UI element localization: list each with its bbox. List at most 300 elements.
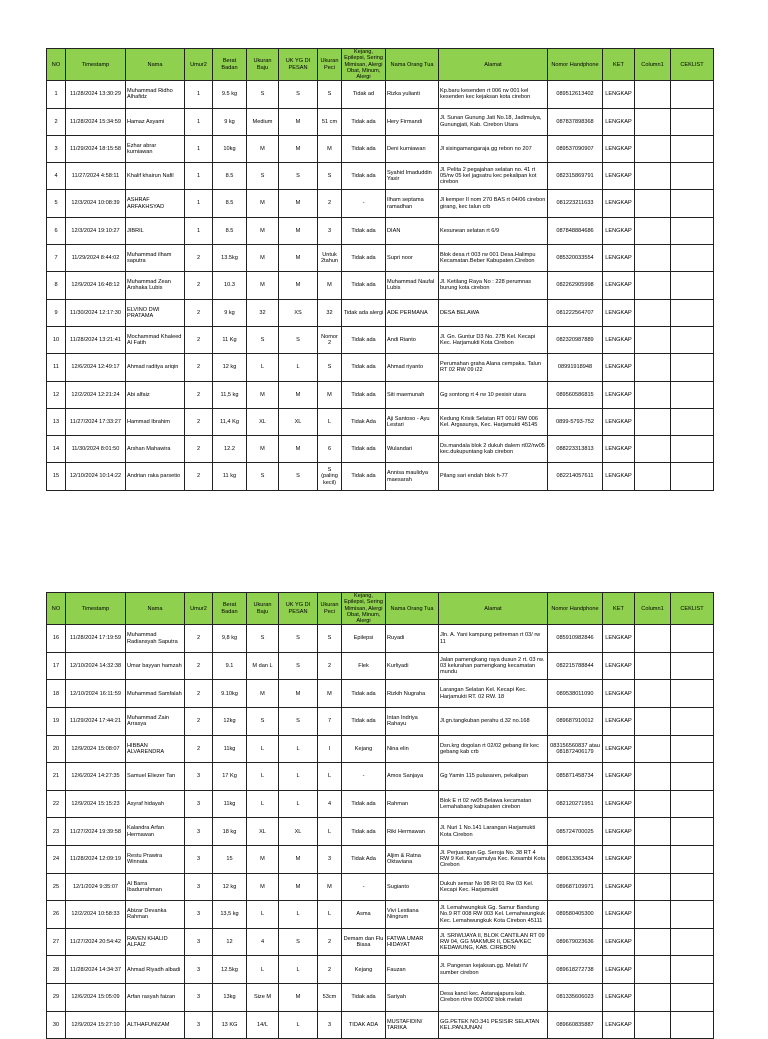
cell-timestamp: 12/1/2024 9:35:07 bbox=[66, 873, 126, 901]
cell-ukuran-peci: L bbox=[318, 763, 342, 791]
cell-nama: Ahmad Riyadh albadi bbox=[126, 956, 185, 984]
cell-riwayat-kesehatan: Tidak ada bbox=[342, 790, 386, 818]
cell-ket: LENGKAP bbox=[603, 652, 635, 680]
header-uk-pesan: UK YG DI PESAN bbox=[279, 593, 318, 625]
cell-uk-pesan: L bbox=[279, 790, 318, 818]
cell-no: 6 bbox=[47, 217, 66, 244]
cell-ukuran-baju: 4 bbox=[247, 928, 279, 956]
cell-ukuran-peci: I bbox=[318, 735, 342, 763]
cell-ceklist bbox=[671, 790, 714, 818]
cell-umur: 2 bbox=[185, 326, 213, 353]
cell-alamat: Jl. Sunan Gunung Jati No.18, Jadimulya, Gunungjati, Kab. Cirebon Utara bbox=[439, 108, 548, 135]
cell-ukuran-baju: S bbox=[247, 163, 279, 190]
cell-berat-badan: 12.2 bbox=[213, 436, 247, 463]
cell-ukuran-peci: Untuk 2tahun bbox=[318, 245, 342, 272]
cell-berat-badan: 12 kg bbox=[213, 873, 247, 901]
cell-riwayat-kesehatan: Tidak ada bbox=[342, 217, 386, 244]
header-column1: Column1 bbox=[635, 593, 671, 625]
cell-ukuran-peci: L bbox=[318, 408, 342, 435]
table-row bbox=[47, 763, 714, 791]
cell-ceklist bbox=[671, 135, 714, 162]
cell-nama: Al Barra Ibadurrahman bbox=[126, 873, 185, 901]
cell-alamat: Blok desa rt 003 rw 001 Desa.Halimpu Kecamatan.Beber Kabupaten.Cirebon bbox=[439, 245, 548, 272]
cell-column1 bbox=[635, 928, 671, 956]
cell-nomor-handphone: 082215788844 bbox=[548, 652, 603, 680]
cell-column1 bbox=[635, 763, 671, 791]
cell-nama-orang-tua: DIAN bbox=[386, 217, 439, 244]
cell-uk-pesan: XS bbox=[279, 299, 318, 326]
cell-ceklist bbox=[671, 956, 714, 984]
cell-riwayat-kesehatan: Tidak ada bbox=[342, 708, 386, 736]
table-row bbox=[47, 245, 714, 272]
header-umur: Umur2 bbox=[185, 49, 213, 81]
cell-nomor-handphone: 0899-5793-752 bbox=[548, 408, 603, 435]
cell-nama: Arshan Mahawira bbox=[126, 436, 185, 463]
cell-no: 11 bbox=[47, 354, 66, 381]
cell-timestamp: 11/28/2024 12:09:19 bbox=[66, 846, 126, 874]
cell-ukuran-peci: M bbox=[318, 272, 342, 299]
cell-ukuran-peci: L bbox=[318, 901, 342, 929]
cell-timestamp: 12/6/2024 12:49:17 bbox=[66, 354, 126, 381]
cell-nama-orang-tua: Hery Firmandi bbox=[386, 108, 439, 135]
cell-column1 bbox=[635, 81, 671, 108]
table-row bbox=[47, 190, 714, 217]
cell-ukuran-baju: S bbox=[247, 463, 279, 490]
cell-ket: LENGKAP bbox=[603, 326, 635, 353]
table-row bbox=[47, 463, 714, 490]
cell-ceklist bbox=[671, 652, 714, 680]
cell-nama-orang-tua: Rahman bbox=[386, 790, 439, 818]
cell-uk-pesan: S bbox=[279, 163, 318, 190]
cell-uk-pesan: L bbox=[279, 763, 318, 791]
cell-timestamp: 12/3/2024 19:10:27 bbox=[66, 217, 126, 244]
cell-nama-orang-tua: Wulandari bbox=[386, 436, 439, 463]
cell-timestamp: 12/10/2024 10:14:22 bbox=[66, 463, 126, 490]
cell-column1 bbox=[635, 652, 671, 680]
cell-ukuran-peci: Nomor 2 bbox=[318, 326, 342, 353]
cell-nama-orang-tua: Intan Indriya Rahayu bbox=[386, 708, 439, 736]
cell-uk-pesan: M bbox=[279, 217, 318, 244]
header-berat-badan: Berat Badan bbox=[213, 49, 247, 81]
cell-ket: LENGKAP bbox=[603, 108, 635, 135]
cell-nomor-handphone: 085724700025 bbox=[548, 818, 603, 846]
cell-riwayat-kesehatan: Tidak ada bbox=[342, 436, 386, 463]
cell-nama-orang-tua: Ilham septama ramadhan bbox=[386, 190, 439, 217]
cell-nama: Muhammad Samfalah bbox=[126, 680, 185, 708]
cell-column1 bbox=[635, 436, 671, 463]
cell-alamat: Larangan Selatan Kel. Kecapi Kec. Harjamukti RT. 02 RW. 18 bbox=[439, 680, 548, 708]
cell-nama: Hamaz Asyami bbox=[126, 108, 185, 135]
cell-riwayat-kesehatan: Tidak ad bbox=[342, 81, 386, 108]
cell-uk-pesan: L bbox=[279, 735, 318, 763]
cell-berat-badan: 12 bbox=[213, 928, 247, 956]
cell-column1 bbox=[635, 680, 671, 708]
cell-nama-orang-tua: Kurliyadi bbox=[386, 652, 439, 680]
cell-ukuran-peci: S bbox=[318, 354, 342, 381]
cell-ukuran-peci: 51 cm bbox=[318, 108, 342, 135]
cell-berat-badan: 11 Kg bbox=[213, 326, 247, 353]
cell-no: 1 bbox=[47, 81, 66, 108]
cell-nama: Umar bayyan hamzah bbox=[126, 652, 185, 680]
table-row bbox=[47, 135, 714, 162]
cell-ket: LENGKAP bbox=[603, 135, 635, 162]
cell-uk-pesan: M bbox=[279, 135, 318, 162]
table-row bbox=[47, 708, 714, 736]
cell-nomor-handphone: 089660835887 bbox=[548, 1011, 603, 1039]
header-uk-pesan: UK YG DI PESAN bbox=[279, 49, 318, 81]
cell-alamat: Jl. Lemahwungkuk Gg. Samur Bandung No.9 RT 008 RW 003 Kel. Lemahwungkuk Kec. Lemahwungkuk Kota Cirebon 45111 bbox=[439, 901, 548, 929]
cell-nomor-handphone: 089580405300 bbox=[548, 901, 603, 929]
cell-alamat: GG.PETEK NO.341 PESISIR SELATAN KEL.PANJUNAN bbox=[439, 1011, 548, 1039]
cell-nomor-handphone: 087837898368 bbox=[548, 108, 603, 135]
cell-riwayat-kesehatan: TIDAK ADA bbox=[342, 1011, 386, 1039]
table-row bbox=[47, 928, 714, 956]
cell-umur: 3 bbox=[185, 846, 213, 874]
table-header bbox=[47, 593, 714, 625]
cell-riwayat-kesehatan: Epilepsi bbox=[342, 625, 386, 653]
cell-umur: 2 bbox=[185, 299, 213, 326]
cell-ceklist bbox=[671, 163, 714, 190]
cell-ceklist bbox=[671, 108, 714, 135]
cell-riwayat-kesehatan: Tidak ada bbox=[342, 983, 386, 1011]
cell-berat-badan: 11 kg bbox=[213, 463, 247, 490]
cell-column1 bbox=[635, 272, 671, 299]
cell-nama: Arfan rasyah faizan bbox=[126, 983, 185, 1011]
cell-nama: Muhammad Zean Arshaka Lubis bbox=[126, 272, 185, 299]
cell-ukuran-baju: S bbox=[247, 625, 279, 653]
cell-umur: 2 bbox=[185, 463, 213, 490]
cell-berat-badan: 9.5 kg bbox=[213, 81, 247, 108]
cell-column1 bbox=[635, 108, 671, 135]
cell-alamat: Jl. Nuri 1 No.141 Larangan Harjamukti Kota Cirebon bbox=[439, 818, 548, 846]
cell-column1 bbox=[635, 818, 671, 846]
cell-timestamp: 11/27/2024 17:33:27 bbox=[66, 408, 126, 435]
table-row bbox=[47, 381, 714, 408]
cell-umur: 2 bbox=[185, 381, 213, 408]
cell-ukuran-baju: M bbox=[247, 217, 279, 244]
cell-berat-badan: 11kg bbox=[213, 735, 247, 763]
cell-uk-pesan: L bbox=[279, 956, 318, 984]
cell-alamat: Desa kanci kec. Astanajapura kab. Cirebon rt/rw 002/002 blok melati bbox=[439, 983, 548, 1011]
cell-ceklist bbox=[671, 983, 714, 1011]
cell-berat-badan: 9.10kg bbox=[213, 680, 247, 708]
cell-umur: 1 bbox=[185, 217, 213, 244]
cell-ket: LENGKAP bbox=[603, 873, 635, 901]
cell-ceklist bbox=[671, 326, 714, 353]
cell-umur: 3 bbox=[185, 983, 213, 1011]
cell-timestamp: 12/2/2024 12:21:24 bbox=[66, 381, 126, 408]
cell-no: 5 bbox=[47, 190, 66, 217]
cell-timestamp: 11/27/2024 4:58:11 bbox=[66, 163, 126, 190]
cell-uk-pesan: XL bbox=[279, 408, 318, 435]
table-row bbox=[47, 846, 714, 874]
header-ukuran-baju: Ukuran Baju bbox=[247, 593, 279, 625]
table-row bbox=[47, 217, 714, 244]
cell-umur: 2 bbox=[185, 436, 213, 463]
registration-table-bottom bbox=[46, 592, 714, 1039]
cell-ket: LENGKAP bbox=[603, 790, 635, 818]
cell-column1 bbox=[635, 299, 671, 326]
header-nomor-handphone: Nomor Handphone bbox=[548, 49, 603, 81]
table-row bbox=[47, 354, 714, 381]
cell-alamat: Kedung Krisik Selatan RT 001/ RW 006 Kel. Argasunya, Kec. Harjamukti 45145 bbox=[439, 408, 548, 435]
cell-ket: LENGKAP bbox=[603, 272, 635, 299]
cell-riwayat-kesehatan: Tidak ada bbox=[342, 354, 386, 381]
cell-alamat: Gg Yamin 115 pulasaren, pekalipan bbox=[439, 763, 548, 791]
cell-nama: ASHRAF ARFAKHSYAD bbox=[126, 190, 185, 217]
cell-timestamp: 11/28/2024 17:19:59 bbox=[66, 625, 126, 653]
cell-nama-orang-tua: Muhammad Naufal Lubis bbox=[386, 272, 439, 299]
cell-column1 bbox=[635, 735, 671, 763]
table-row bbox=[47, 408, 714, 435]
cell-no: 30 bbox=[47, 1011, 66, 1039]
table-row bbox=[47, 326, 714, 353]
cell-umur: 2 bbox=[185, 245, 213, 272]
table-row bbox=[47, 81, 714, 108]
cell-nomor-handphone: 085320033554 bbox=[548, 245, 603, 272]
cell-ukuran-baju: M bbox=[247, 873, 279, 901]
header-row bbox=[47, 593, 714, 625]
cell-ukuran-baju: M bbox=[247, 381, 279, 408]
cell-no: 25 bbox=[47, 873, 66, 901]
cell-nomor-handphone: 082315869791 bbox=[548, 163, 603, 190]
cell-ukuran-baju: M bbox=[247, 272, 279, 299]
cell-nomor-handphone: 087848884686 bbox=[548, 217, 603, 244]
cell-ukuran-peci: 32 bbox=[318, 299, 342, 326]
cell-ukuran-peci: M bbox=[318, 873, 342, 901]
cell-riwayat-kesehatan: Tidak Ada bbox=[342, 846, 386, 874]
cell-riwayat-kesehatan: Tidak ada bbox=[342, 272, 386, 299]
cell-berat-badan: 11kg bbox=[213, 790, 247, 818]
cell-ukuran-baju: 32 bbox=[247, 299, 279, 326]
cell-nomor-handphone: 089613363434 bbox=[548, 846, 603, 874]
cell-alamat: Jl. Perjuangan Gg. Seroja No. 38 RT 4 RW 9 Kel. Karyamulya Kec. Kesambi Kota Cirebon bbox=[439, 846, 548, 874]
cell-ukuran-baju: M bbox=[247, 436, 279, 463]
cell-umur: 1 bbox=[185, 135, 213, 162]
cell-nama: Asyraf hidayah bbox=[126, 790, 185, 818]
cell-nomor-handphone: 08991918948 bbox=[548, 354, 603, 381]
cell-ket: LENGKAP bbox=[603, 983, 635, 1011]
header-nama: Nama bbox=[126, 49, 185, 81]
cell-nomor-handphone: 082320987889 bbox=[548, 326, 603, 353]
cell-ukuran-baju: S bbox=[247, 326, 279, 353]
table-row bbox=[47, 680, 714, 708]
cell-ukuran-peci: 6 bbox=[318, 436, 342, 463]
cell-riwayat-kesehatan: - bbox=[342, 763, 386, 791]
cell-riwayat-kesehatan: Tidak Ada bbox=[342, 408, 386, 435]
table-row bbox=[47, 735, 714, 763]
table-row bbox=[47, 163, 714, 190]
cell-ukuran-peci: 3 bbox=[318, 846, 342, 874]
cell-uk-pesan: M bbox=[279, 272, 318, 299]
cell-ukuran-baju: Medium bbox=[247, 108, 279, 135]
header-alamat: Alamat bbox=[439, 593, 548, 625]
cell-ceklist bbox=[671, 846, 714, 874]
cell-riwayat-kesehatan: Kejang bbox=[342, 735, 386, 763]
cell-riwayat-kesehatan: Tidak ada bbox=[342, 680, 386, 708]
cell-ceklist bbox=[671, 818, 714, 846]
cell-alamat: Jalan pamengkang raya dusun 2 rt. 03 rw. 03 kelurahan pamengkang kecamatan mundu bbox=[439, 652, 548, 680]
cell-no: 22 bbox=[47, 790, 66, 818]
cell-timestamp: 11/30/2024 12:17:30 bbox=[66, 299, 126, 326]
cell-nomor-handphone: 081223211633 bbox=[548, 190, 603, 217]
header-nomor-handphone: Nomor Handphone bbox=[548, 593, 603, 625]
cell-alamat: Jl kemper II nom 270 BAS rt 04/06 cirebon girang, kec talun crb bbox=[439, 190, 548, 217]
cell-berat-badan: 9 kg bbox=[213, 108, 247, 135]
cell-uk-pesan: M bbox=[279, 190, 318, 217]
cell-ukuran-peci: 4 bbox=[318, 790, 342, 818]
cell-berat-badan: 13 KG bbox=[213, 1011, 247, 1039]
cell-timestamp: 12/6/2024 15:05:09 bbox=[66, 983, 126, 1011]
cell-riwayat-kesehatan: - bbox=[342, 873, 386, 901]
cell-ukuran-peci: S (paling kecil) bbox=[318, 463, 342, 490]
cell-ceklist bbox=[671, 763, 714, 791]
cell-nama-orang-tua: Supri noor bbox=[386, 245, 439, 272]
table-row bbox=[47, 108, 714, 135]
cell-berat-badan: 12 kg bbox=[213, 354, 247, 381]
cell-uk-pesan: S bbox=[279, 625, 318, 653]
cell-nama: Abi alfaiz bbox=[126, 381, 185, 408]
cell-berat-badan: 9,8 kg bbox=[213, 625, 247, 653]
cell-nama-orang-tua: Rizka yulianti bbox=[386, 81, 439, 108]
cell-berat-badan: 18 kg bbox=[213, 818, 247, 846]
cell-berat-badan: 12kg bbox=[213, 708, 247, 736]
cell-uk-pesan: S bbox=[279, 708, 318, 736]
cell-nomor-handphone: 085910982846 bbox=[548, 625, 603, 653]
cell-timestamp: 11/30/2024 8:01:50 bbox=[66, 436, 126, 463]
cell-nama-orang-tua: Fauzan bbox=[386, 956, 439, 984]
cell-ukuran-peci: 3 bbox=[318, 217, 342, 244]
cell-ket: LENGKAP bbox=[603, 846, 635, 874]
cell-nomor-handphone: 089560586815 bbox=[548, 381, 603, 408]
cell-nama-orang-tua: Aljim & Ratna Oktaviana bbox=[386, 846, 439, 874]
cell-riwayat-kesehatan: Tidak ada bbox=[342, 381, 386, 408]
cell-nomor-handphone: 085871458734 bbox=[548, 763, 603, 791]
cell-berat-badan: 11,5 kg bbox=[213, 381, 247, 408]
header-berat-badan: Berat Badan bbox=[213, 593, 247, 625]
cell-riwayat-kesehatan: Tidak ada bbox=[342, 135, 386, 162]
cell-column1 bbox=[635, 381, 671, 408]
cell-ukuran-baju: M bbox=[247, 190, 279, 217]
header-ukuran-peci: Ukuran Peci bbox=[318, 49, 342, 81]
cell-nama: Muhammad ilham saputra bbox=[126, 245, 185, 272]
cell-nama: Andrian raka parsetio bbox=[126, 463, 185, 490]
cell-ukuran-peci: M bbox=[318, 381, 342, 408]
cell-ket: LENGKAP bbox=[603, 956, 635, 984]
cell-ceklist bbox=[671, 873, 714, 901]
cell-uk-pesan: S bbox=[279, 652, 318, 680]
cell-ukuran-peci: 2 bbox=[318, 956, 342, 984]
cell-nama: Kalandra Arfan Hermawan bbox=[126, 818, 185, 846]
cell-uk-pesan: M bbox=[279, 873, 318, 901]
cell-umur: 1 bbox=[185, 81, 213, 108]
cell-timestamp: 12/9/2024 15:15:23 bbox=[66, 790, 126, 818]
cell-umur: 3 bbox=[185, 818, 213, 846]
cell-riwayat-kesehatan: - bbox=[342, 190, 386, 217]
cell-nama: Abizar Devanka Rahman bbox=[126, 901, 185, 929]
cell-umur: 2 bbox=[185, 354, 213, 381]
cell-riwayat-kesehatan: Kejang bbox=[342, 956, 386, 984]
cell-umur: 1 bbox=[185, 163, 213, 190]
cell-nama: Hammad Ibrahim bbox=[126, 408, 185, 435]
header-timestamp: Timestamp bbox=[66, 49, 126, 81]
cell-column1 bbox=[635, 873, 671, 901]
cell-umur: 3 bbox=[185, 790, 213, 818]
header-alamat: Alamat bbox=[439, 49, 548, 81]
cell-ukuran-peci: 3 bbox=[318, 1011, 342, 1039]
cell-uk-pesan: M bbox=[279, 436, 318, 463]
cell-uk-pesan: S bbox=[279, 928, 318, 956]
cell-column1 bbox=[635, 846, 671, 874]
cell-umur: 3 bbox=[185, 956, 213, 984]
cell-nama: Muhammad Radiansyah Saputra bbox=[126, 625, 185, 653]
cell-no: 17 bbox=[47, 652, 66, 680]
header-ceklist: CEKLIST bbox=[671, 593, 714, 625]
cell-nama-orang-tua: Andi Rianto bbox=[386, 326, 439, 353]
cell-umur: 2 bbox=[185, 652, 213, 680]
cell-berat-badan: 10.3 bbox=[213, 272, 247, 299]
cell-nama-orang-tua: ADE PERMANA bbox=[386, 299, 439, 326]
cell-nama: Ahmad raditya ariqin bbox=[126, 354, 185, 381]
cell-alamat: Dsn.krg dogolan rt 02/02 gebang ilir kec gebang kab crb bbox=[439, 735, 548, 763]
cell-nama-orang-tua: Deni kurniawan bbox=[386, 135, 439, 162]
cell-ceklist bbox=[671, 901, 714, 929]
cell-alamat: Gg sontong rt 4 rw 10 pesisir utara bbox=[439, 381, 548, 408]
table-row bbox=[47, 436, 714, 463]
cell-berat-badan: 13,5 kg bbox=[213, 901, 247, 929]
cell-ukuran-baju: Size M bbox=[247, 983, 279, 1011]
cell-nama-orang-tua: Siti maemunah bbox=[386, 381, 439, 408]
cell-ukuran-baju: L bbox=[247, 354, 279, 381]
cell-alamat: Pilang sari endah blok h-77 bbox=[439, 463, 548, 490]
cell-ket: LENGKAP bbox=[603, 217, 635, 244]
cell-nama-orang-tua: Annisa maulidya maesarah bbox=[386, 463, 439, 490]
cell-berat-badan: 11,4 Kg bbox=[213, 408, 247, 435]
cell-ket: LENGKAP bbox=[603, 818, 635, 846]
cell-ukuran-baju: M bbox=[247, 245, 279, 272]
header-no: NO bbox=[47, 593, 66, 625]
cell-alamat: Perumahan graha Alana cempaka. Talun RT 02 RW 09 i22 bbox=[439, 354, 548, 381]
table-row bbox=[47, 983, 714, 1011]
cell-ceklist bbox=[671, 680, 714, 708]
header-riwayat-kesehatan: Kejang, Epilepsi, Sering Mimisan, Alergi Obat, Minum, Alergi bbox=[342, 593, 386, 625]
cell-ket: LENGKAP bbox=[603, 190, 635, 217]
header-riwayat-kesehatan: Kejang, Epilepsi, Sering Mimisan, Alergi Obat, Minum, Alergi bbox=[342, 49, 386, 81]
cell-nama: JIBRIL bbox=[126, 217, 185, 244]
cell-riwayat-kesehatan: Tidak ada bbox=[342, 245, 386, 272]
cell-umur: 1 bbox=[185, 108, 213, 135]
cell-nomor-handphone: 082262905998 bbox=[548, 272, 603, 299]
cell-riwayat-kesehatan: Flek bbox=[342, 652, 386, 680]
cell-no: 8 bbox=[47, 272, 66, 299]
cell-riwayat-kesehatan: Asma bbox=[342, 901, 386, 929]
cell-berat-badan: 9.1 bbox=[213, 652, 247, 680]
cell-uk-pesan: L bbox=[279, 901, 318, 929]
cell-alamat: Jl. Gn. Guntur D3 No. 27B Kel. Kecapi Kec. Harjamukti Kota Cirebon bbox=[439, 326, 548, 353]
cell-ceklist bbox=[671, 928, 714, 956]
cell-berat-badan: 8.5 bbox=[213, 163, 247, 190]
cell-ceklist bbox=[671, 735, 714, 763]
cell-berat-badan: 9 kg bbox=[213, 299, 247, 326]
cell-alamat: DESA BELAWA bbox=[439, 299, 548, 326]
cell-nomor-handphone: 089537090907 bbox=[548, 135, 603, 162]
header-ukuran-peci: Ukuran Peci bbox=[318, 593, 342, 625]
header-no: NO bbox=[47, 49, 66, 81]
cell-uk-pesan: M bbox=[279, 245, 318, 272]
cell-ket: LENGKAP bbox=[603, 436, 635, 463]
cell-nomor-handphone: 081222564707 bbox=[548, 299, 603, 326]
cell-umur: 3 bbox=[185, 901, 213, 929]
